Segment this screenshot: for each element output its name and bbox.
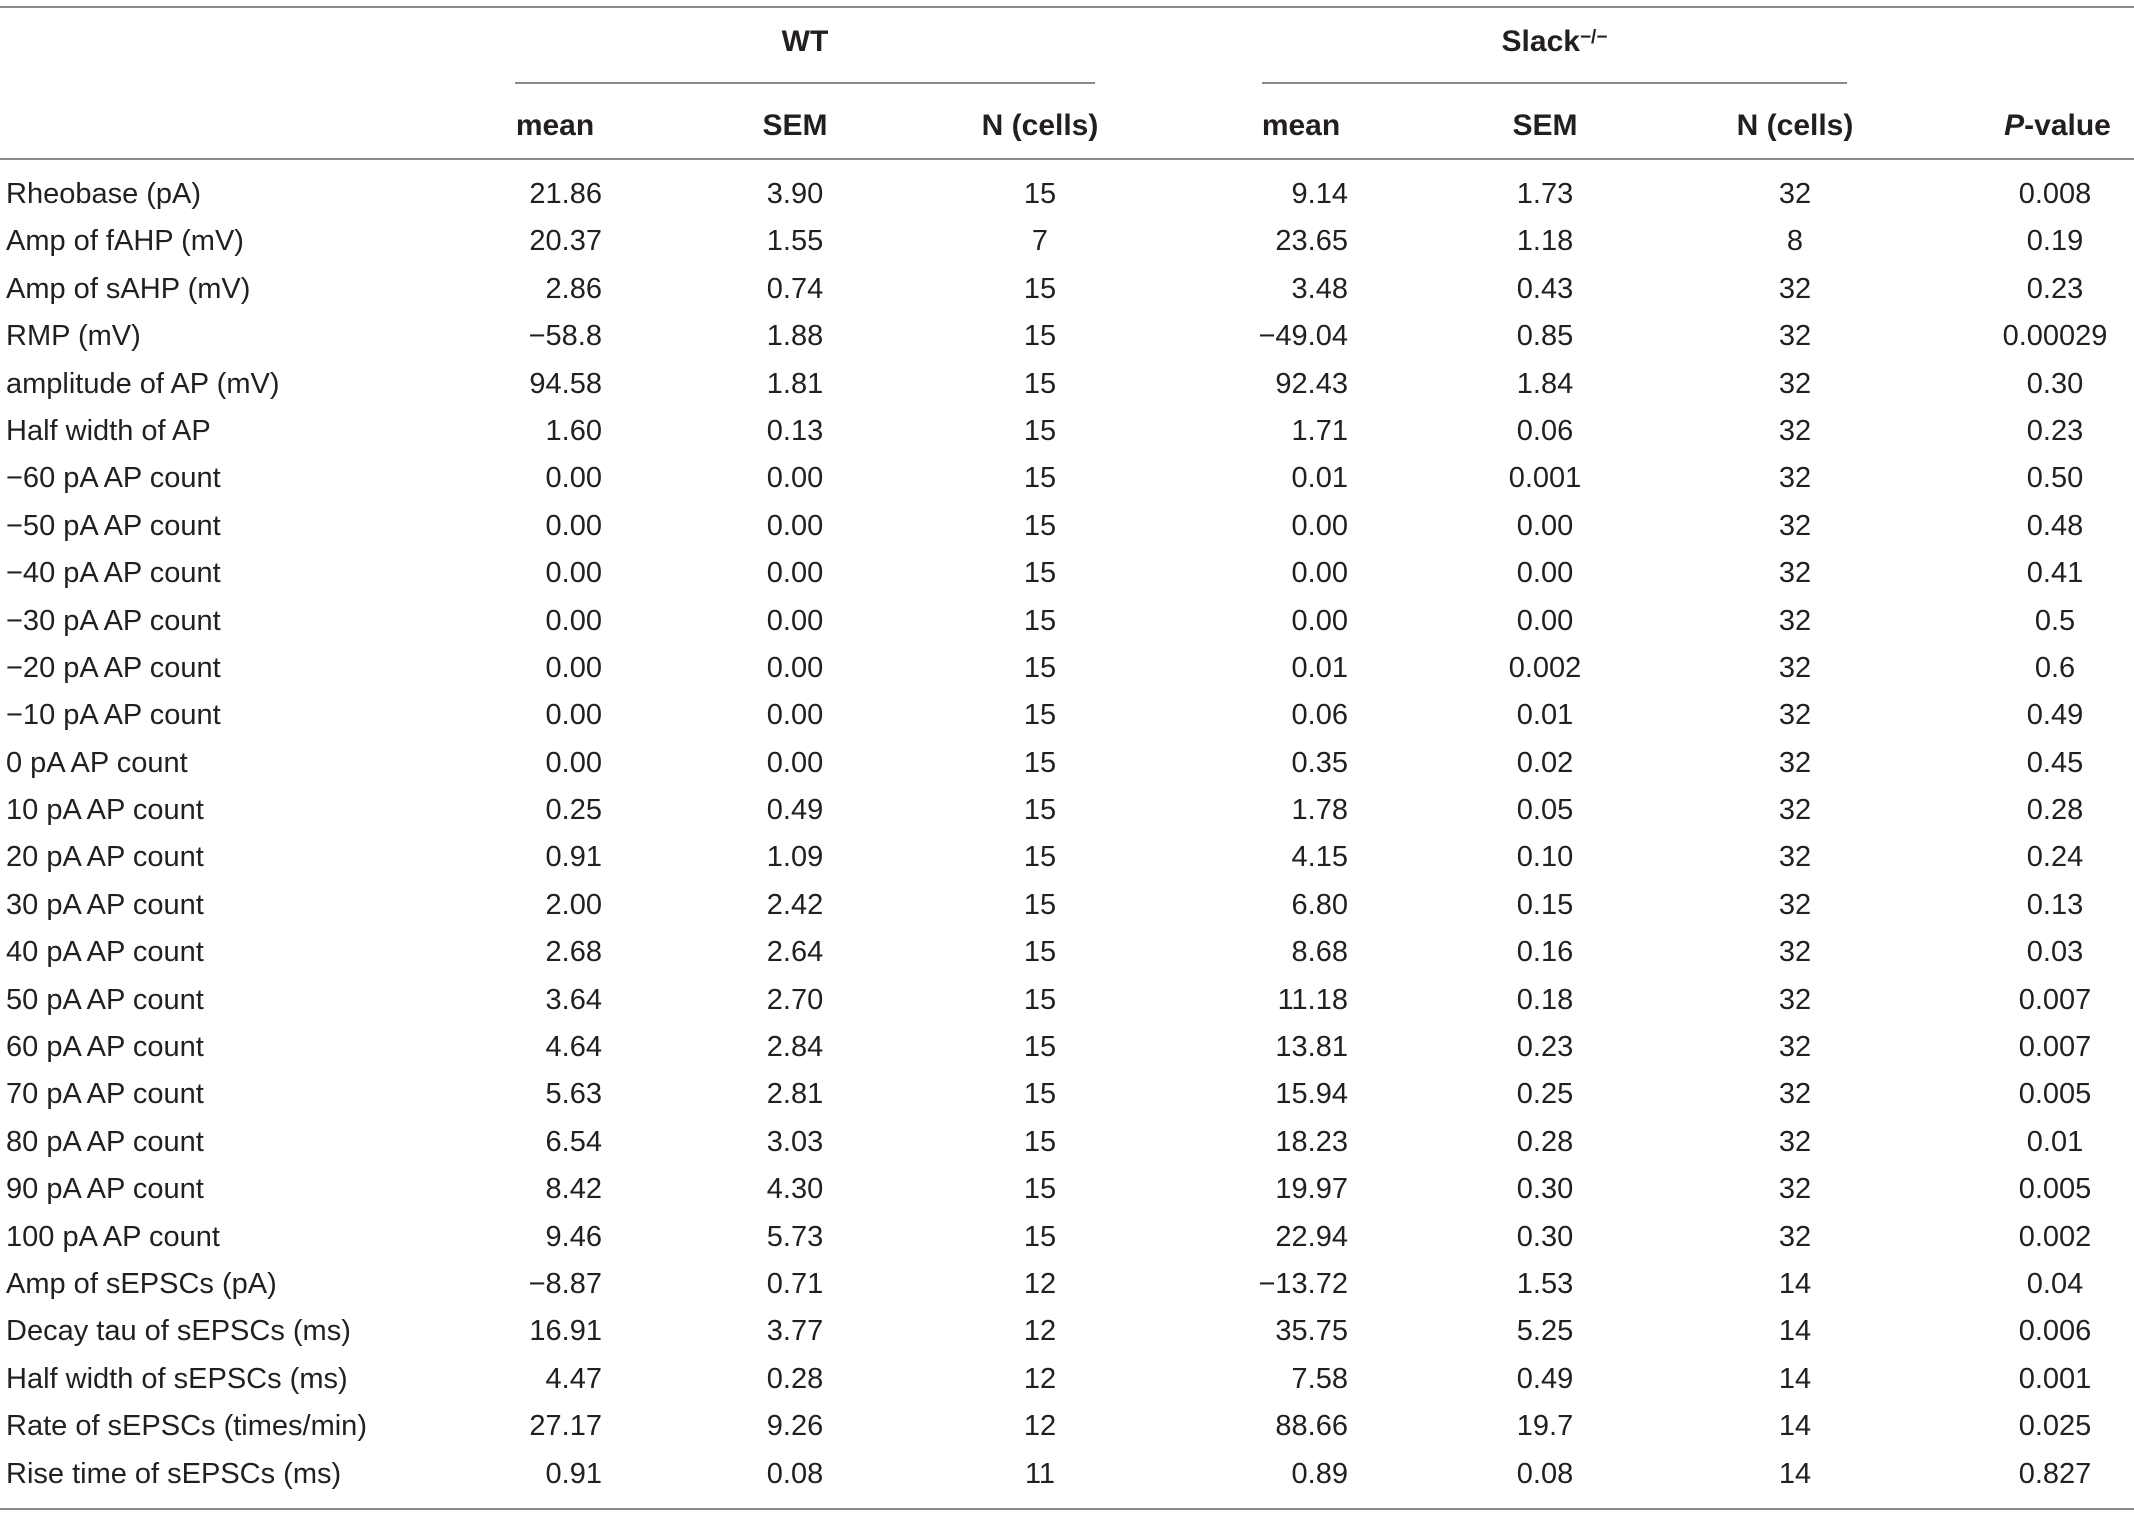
row-label: Half width of sEPSCs (ms): [6, 1362, 348, 1395]
wt-n-cell: 15: [1023, 699, 1057, 732]
table-row: [0, 361, 2134, 408]
wt-n-cell: 15: [1023, 367, 1057, 400]
p-value-cell: 0.6: [2034, 651, 2076, 684]
table-row: [0, 1214, 2134, 1261]
wt-sem-cell: 0.08: [766, 1457, 824, 1490]
row-label: −50 pA AP count: [6, 509, 221, 542]
p-value-cell: 0.41: [2026, 557, 2084, 590]
wt-mean-cell: 16.91: [529, 1315, 602, 1348]
wt-n-cell: 15: [1023, 983, 1057, 1016]
p-value-cell: 0.23: [2026, 272, 2084, 305]
bottom-rule: [0, 1508, 2134, 1510]
wt-sem-cell: 3.77: [766, 1315, 824, 1348]
row-label: 60 pA AP count: [6, 1031, 204, 1064]
table-row: [0, 1451, 2134, 1498]
slack-sem-cell: 19.7: [1516, 1410, 1574, 1443]
slack-n-cell: 32: [1778, 320, 1812, 353]
slack-sem-cell: 0.30: [1516, 1220, 1574, 1253]
slack-n-cell: 32: [1778, 1173, 1812, 1206]
wt-sem-cell: 2.84: [766, 1031, 824, 1064]
table-row: [0, 1166, 2134, 1213]
wt-sem-cell: 0.00: [766, 509, 824, 542]
table-row: [0, 503, 2134, 550]
p-value-cell: 0.23: [2026, 414, 2084, 447]
wt-n-cell: 15: [1023, 462, 1057, 495]
wt-mean-cell: 0.00: [545, 651, 602, 684]
col-head-wt-n: N (cells): [981, 109, 1099, 142]
wt-mean-cell: 8.42: [545, 1173, 602, 1206]
slack-n-cell: 32: [1778, 1125, 1812, 1158]
slack-n-cell: 32: [1778, 414, 1812, 447]
row-label: 40 pA AP count: [6, 936, 204, 969]
p-value-cell: 0.13: [2026, 888, 2084, 921]
p-value-cell: 0.002: [2018, 1220, 2092, 1253]
group-slack-superscript: −/−: [1579, 27, 1608, 48]
wt-mean-cell: −58.8: [528, 320, 602, 353]
wt-mean-cell: 1.60: [545, 414, 602, 447]
wt-n-cell: 7: [1031, 225, 1049, 258]
slack-mean-cell: −13.72: [1258, 1267, 1348, 1300]
wt-mean-cell: 27.17: [529, 1410, 602, 1443]
slack-sem-cell: 0.18: [1516, 983, 1574, 1016]
wt-sem-cell: 1.81: [766, 367, 824, 400]
p-value-cell: 0.04: [2026, 1267, 2084, 1300]
wt-sem-cell: 0.00: [766, 651, 824, 684]
p-value-cell: 0.24: [2026, 841, 2084, 874]
row-label: Rise time of sEPSCs (ms): [6, 1457, 342, 1490]
table-row: [0, 1071, 2134, 1118]
p-value-cell: 0.007: [2018, 983, 2092, 1016]
slack-mean-cell: 92.43: [1275, 367, 1348, 400]
wt-n-cell: 15: [1023, 651, 1057, 684]
wt-mean-cell: 0.91: [545, 841, 602, 874]
wt-sem-cell: 2.42: [766, 888, 824, 921]
slack-mean-cell: −49.04: [1258, 320, 1348, 353]
wt-mean-cell: −8.87: [528, 1267, 602, 1300]
wt-mean-cell: 21.86: [529, 178, 602, 210]
header-rule: [0, 158, 2134, 160]
slack-sem-cell: 0.05: [1516, 794, 1574, 827]
slack-mean-cell: 8.68: [1291, 936, 1348, 969]
wt-mean-cell: 0.00: [545, 699, 602, 732]
p-value-cell: 0.49: [2026, 699, 2084, 732]
row-label: 20 pA AP count: [6, 841, 204, 874]
row-label: Half width of AP: [6, 414, 211, 447]
slack-sem-cell: 1.84: [1516, 367, 1574, 400]
wt-mean-cell: 0.00: [545, 557, 602, 590]
wt-sem-cell: 0.74: [766, 272, 824, 305]
slack-n-cell: 32: [1778, 983, 1812, 1016]
slack-sem-cell: 0.00: [1516, 557, 1574, 590]
wt-sem-cell: 5.73: [766, 1220, 824, 1253]
row-label: 30 pA AP count: [6, 888, 204, 921]
slack-mean-cell: 19.97: [1275, 1173, 1348, 1206]
table-row: [0, 834, 2134, 881]
group-slack-label: Slack: [1501, 25, 1580, 58]
p-value-cell: 0.007: [2018, 1031, 2092, 1064]
slack-mean-cell: 0.01: [1291, 462, 1348, 495]
p-value-cell: 0.48: [2026, 509, 2084, 542]
wt-mean-cell: 9.46: [545, 1220, 602, 1253]
p-value-cell: 0.30: [2026, 367, 2084, 400]
wt-n-cell: 15: [1023, 1220, 1057, 1253]
table-row: [0, 1356, 2134, 1403]
row-label: Amp of fAHP (mV): [6, 225, 244, 258]
p-value-cell: 0.50: [2026, 462, 2084, 495]
p-value-cell: 0.025: [2018, 1410, 2092, 1443]
slack-sem-cell: 0.00: [1516, 509, 1574, 542]
row-label: Decay tau of sEPSCs (ms): [6, 1315, 351, 1348]
wt-sem-cell: 0.00: [766, 699, 824, 732]
slack-n-cell: 32: [1778, 178, 1812, 210]
slack-n-cell: 8: [1786, 225, 1804, 258]
row-label: −30 pA AP count: [6, 604, 221, 637]
row-label: Amp of sAHP (mV): [6, 272, 251, 305]
p-value-cell: 0.28: [2026, 794, 2084, 827]
row-label: Rheobase (pA): [6, 178, 202, 210]
slack-n-cell: 32: [1778, 462, 1812, 495]
wt-sem-cell: 3.03: [766, 1125, 824, 1158]
wt-n-cell: 15: [1023, 1031, 1057, 1064]
row-label: 50 pA AP count: [6, 983, 204, 1016]
group-rule-wt: [515, 82, 1095, 84]
slack-n-cell: 32: [1778, 604, 1812, 637]
col-head-slack-sem: SEM: [1512, 109, 1578, 142]
row-label: amplitude of AP (mV): [6, 367, 280, 400]
group-rule-slack: [1262, 82, 1847, 84]
group-wt-label: WT: [781, 25, 829, 58]
wt-n-cell: 15: [1023, 1173, 1057, 1206]
wt-n-cell: 15: [1023, 320, 1057, 353]
table-row: [0, 1308, 2134, 1355]
col-head-slack-mean: mean: [1261, 109, 1341, 142]
slack-sem-cell: 0.002: [1508, 651, 1582, 684]
slack-mean-cell: 3.48: [1291, 272, 1348, 305]
p-rest: -value: [2024, 109, 2111, 142]
wt-n-cell: 15: [1023, 604, 1057, 637]
p-value-cell: 0.00029: [2002, 320, 2108, 353]
slack-sem-cell: 1.53: [1516, 1267, 1574, 1300]
slack-n-cell: 14: [1778, 1267, 1812, 1300]
slack-n-cell: 32: [1778, 936, 1812, 969]
slack-mean-cell: 0.89: [1291, 1457, 1348, 1490]
row-label: 100 pA AP count: [6, 1220, 220, 1253]
wt-n-cell: 15: [1023, 1125, 1057, 1158]
wt-n-cell: 15: [1023, 841, 1057, 874]
slack-n-cell: 32: [1778, 841, 1812, 874]
slack-mean-cell: 35.75: [1275, 1315, 1348, 1348]
wt-n-cell: 15: [1023, 414, 1057, 447]
slack-n-cell: 32: [1778, 1220, 1812, 1253]
slack-mean-cell: 15.94: [1275, 1078, 1348, 1111]
group-header-wt: [515, 22, 1095, 62]
table-row: [0, 266, 2134, 313]
slack-n-cell: 32: [1778, 651, 1812, 684]
slack-mean-cell: 7.58: [1291, 1362, 1348, 1395]
wt-mean-cell: 0.25: [545, 794, 602, 827]
wt-mean-cell: 0.00: [545, 509, 602, 542]
table-row: [0, 171, 2134, 218]
wt-n-cell: 12: [1023, 1410, 1057, 1443]
table-row: [0, 787, 2134, 834]
wt-n-cell: 15: [1023, 178, 1057, 210]
wt-sem-cell: 1.55: [766, 225, 824, 258]
wt-sem-cell: 0.00: [766, 604, 824, 637]
wt-mean-cell: 4.64: [545, 1031, 602, 1064]
wt-sem-cell: 0.00: [766, 557, 824, 590]
slack-mean-cell: 22.94: [1275, 1220, 1348, 1253]
slack-mean-cell: 13.81: [1275, 1031, 1348, 1064]
row-label: Amp of sEPSCs (pA): [6, 1267, 277, 1300]
wt-n-cell: 15: [1023, 746, 1057, 779]
wt-sem-cell: 1.88: [766, 320, 824, 353]
p-value-cell: 0.005: [2018, 1173, 2092, 1206]
wt-mean-cell: 2.00: [545, 888, 602, 921]
slack-sem-cell: 0.06: [1516, 414, 1574, 447]
table-row: [0, 929, 2134, 976]
table-row: [0, 598, 2134, 645]
slack-sem-cell: 0.49: [1516, 1362, 1574, 1395]
p-value-cell: 0.45: [2026, 746, 2084, 779]
slack-n-cell: 32: [1778, 272, 1812, 305]
slack-mean-cell: 1.71: [1291, 414, 1348, 447]
p-value-cell: 0.006: [2018, 1315, 2092, 1348]
slack-sem-cell: 0.85: [1516, 320, 1574, 353]
slack-mean-cell: 23.65: [1275, 225, 1348, 258]
table-body: [0, 171, 2134, 1498]
wt-n-cell: 11: [1024, 1457, 1056, 1490]
wt-n-cell: 15: [1023, 1078, 1057, 1111]
slack-sem-cell: 1.73: [1516, 178, 1574, 210]
wt-n-cell: 15: [1023, 794, 1057, 827]
wt-mean-cell: 0.00: [545, 462, 602, 495]
row-label: 0 pA AP count: [6, 746, 188, 779]
wt-mean-cell: 3.64: [545, 983, 602, 1016]
slack-sem-cell: 0.43: [1516, 272, 1574, 305]
wt-n-cell: 15: [1023, 509, 1057, 542]
col-head-wt-sem: SEM: [762, 109, 828, 142]
wt-mean-cell: 0.00: [545, 746, 602, 779]
wt-n-cell: 15: [1023, 936, 1057, 969]
row-label: RMP (mV): [6, 320, 141, 353]
slack-sem-cell: 0.28: [1516, 1125, 1574, 1158]
slack-n-cell: 32: [1778, 1078, 1812, 1111]
slack-mean-cell: 88.66: [1275, 1410, 1348, 1443]
group-header-slack: [1262, 22, 1847, 62]
wt-sem-cell: 0.13: [766, 414, 824, 447]
p-value-cell: 0.827: [2018, 1457, 2092, 1490]
slack-n-cell: 32: [1778, 509, 1812, 542]
slack-mean-cell: 0.00: [1291, 557, 1348, 590]
row-label: 70 pA AP count: [6, 1078, 204, 1111]
p-value-cell: 0.005: [2018, 1078, 2092, 1111]
col-head-p-value: [1985, 104, 2130, 148]
table-row: [0, 1403, 2134, 1450]
slack-n-cell: 32: [1778, 367, 1812, 400]
wt-mean-cell: 6.54: [545, 1125, 602, 1158]
table-row: [0, 313, 2134, 360]
wt-mean-cell: 20.37: [529, 225, 602, 258]
p-value-cell: 0.19: [2026, 225, 2084, 258]
slack-n-cell: 14: [1778, 1362, 1812, 1395]
wt-n-cell: 15: [1023, 557, 1057, 590]
p-value-cell: 0.03: [2026, 936, 2084, 969]
wt-sem-cell: 2.64: [766, 936, 824, 969]
slack-mean-cell: 0.06: [1291, 699, 1348, 732]
wt-sem-cell: 0.71: [766, 1267, 824, 1300]
slack-mean-cell: 0.00: [1291, 509, 1348, 542]
wt-sem-cell: 0.00: [766, 462, 824, 495]
row-label: −60 pA AP count: [6, 462, 221, 495]
slack-n-cell: 32: [1778, 1031, 1812, 1064]
wt-sem-cell: 9.26: [766, 1410, 824, 1443]
wt-sem-cell: 0.49: [766, 794, 824, 827]
p-value-cell: 0.008: [2018, 178, 2092, 210]
slack-n-cell: 14: [1778, 1457, 1812, 1490]
slack-mean-cell: 0.01: [1291, 651, 1348, 684]
wt-mean-cell: 0.91: [545, 1457, 602, 1490]
wt-n-cell: 15: [1023, 272, 1057, 305]
slack-sem-cell: 0.23: [1516, 1031, 1574, 1064]
slack-sem-cell: 0.001: [1508, 462, 1582, 495]
slack-sem-cell: 5.25: [1516, 1315, 1574, 1348]
table-row: [0, 882, 2134, 929]
table-row: [0, 408, 2134, 455]
p-value-cell: 0.001: [2018, 1362, 2092, 1395]
table-row: [0, 1024, 2134, 1071]
slack-sem-cell: 0.08: [1516, 1457, 1574, 1490]
row-label: −20 pA AP count: [6, 651, 221, 684]
slack-n-cell: 32: [1778, 699, 1812, 732]
col-head-wt-mean: mean: [515, 109, 595, 142]
table-row: [0, 550, 2134, 597]
slack-sem-cell: 0.10: [1516, 841, 1574, 874]
wt-sem-cell: 3.90: [766, 178, 824, 210]
top-rule: [0, 6, 2134, 8]
row-label: −40 pA AP count: [6, 557, 221, 590]
wt-mean-cell: 2.68: [545, 936, 602, 969]
slack-n-cell: 32: [1778, 888, 1812, 921]
slack-mean-cell: 4.15: [1291, 841, 1348, 874]
row-label: 90 pA AP count: [6, 1173, 204, 1206]
slack-n-cell: 14: [1778, 1410, 1812, 1443]
slack-mean-cell: 0.00: [1291, 604, 1348, 637]
wt-mean-cell: 2.86: [545, 272, 602, 305]
p-value-cell: 0.5: [2034, 604, 2076, 637]
col-head-slack-n: N (cells): [1736, 109, 1854, 142]
wt-sem-cell: 0.00: [766, 746, 824, 779]
table-row: [0, 218, 2134, 265]
wt-mean-cell: 94.58: [529, 367, 602, 400]
wt-sem-cell: 1.09: [766, 841, 824, 874]
table-row: [0, 1261, 2134, 1308]
wt-n-cell: 15: [1023, 888, 1057, 921]
table-row: [0, 977, 2134, 1024]
wt-sem-cell: 4.30: [766, 1173, 824, 1206]
table-row: [0, 692, 2134, 739]
slack-sem-cell: 0.00: [1516, 604, 1574, 637]
slack-sem-cell: 0.25: [1516, 1078, 1574, 1111]
table-row: [0, 455, 2134, 502]
wt-sem-cell: 2.81: [766, 1078, 824, 1111]
slack-sem-cell: 0.01: [1516, 699, 1574, 732]
p-italic: P: [2004, 109, 2025, 142]
slack-mean-cell: 18.23: [1275, 1125, 1348, 1158]
wt-n-cell: 12: [1023, 1315, 1057, 1348]
row-label: −10 pA AP count: [6, 699, 221, 732]
slack-mean-cell: 9.14: [1291, 178, 1348, 210]
slack-mean-cell: 1.78: [1291, 794, 1348, 827]
table-row: [0, 645, 2134, 692]
slack-n-cell: 32: [1778, 794, 1812, 827]
wt-sem-cell: 0.28: [766, 1362, 824, 1395]
slack-mean-cell: 6.80: [1291, 888, 1348, 921]
wt-mean-cell: 5.63: [545, 1078, 602, 1111]
slack-n-cell: 14: [1778, 1315, 1812, 1348]
wt-n-cell: 12: [1023, 1362, 1057, 1395]
slack-mean-cell: 0.35: [1291, 746, 1348, 779]
wt-sem-cell: 2.70: [766, 983, 824, 1016]
slack-sem-cell: 1.18: [1516, 225, 1574, 258]
wt-mean-cell: 4.47: [545, 1362, 602, 1395]
slack-mean-cell: 11.18: [1277, 983, 1348, 1016]
slack-sem-cell: 0.02: [1516, 746, 1574, 779]
row-label: Rate of sEPSCs (times/min): [6, 1410, 367, 1443]
row-label: 10 pA AP count: [6, 794, 204, 827]
slack-sem-cell: 0.16: [1516, 936, 1574, 969]
table-row: [0, 740, 2134, 787]
p-value-cell: 0.01: [2026, 1125, 2084, 1158]
slack-n-cell: 32: [1778, 746, 1812, 779]
slack-sem-cell: 0.30: [1516, 1173, 1574, 1206]
wt-n-cell: 12: [1023, 1267, 1057, 1300]
column-header-row: [0, 104, 2134, 148]
wt-mean-cell: 0.00: [545, 604, 602, 637]
slack-sem-cell: 0.15: [1516, 888, 1574, 921]
slack-n-cell: 32: [1778, 557, 1812, 590]
row-label: 80 pA AP count: [6, 1125, 204, 1158]
table-row: [0, 1119, 2134, 1166]
